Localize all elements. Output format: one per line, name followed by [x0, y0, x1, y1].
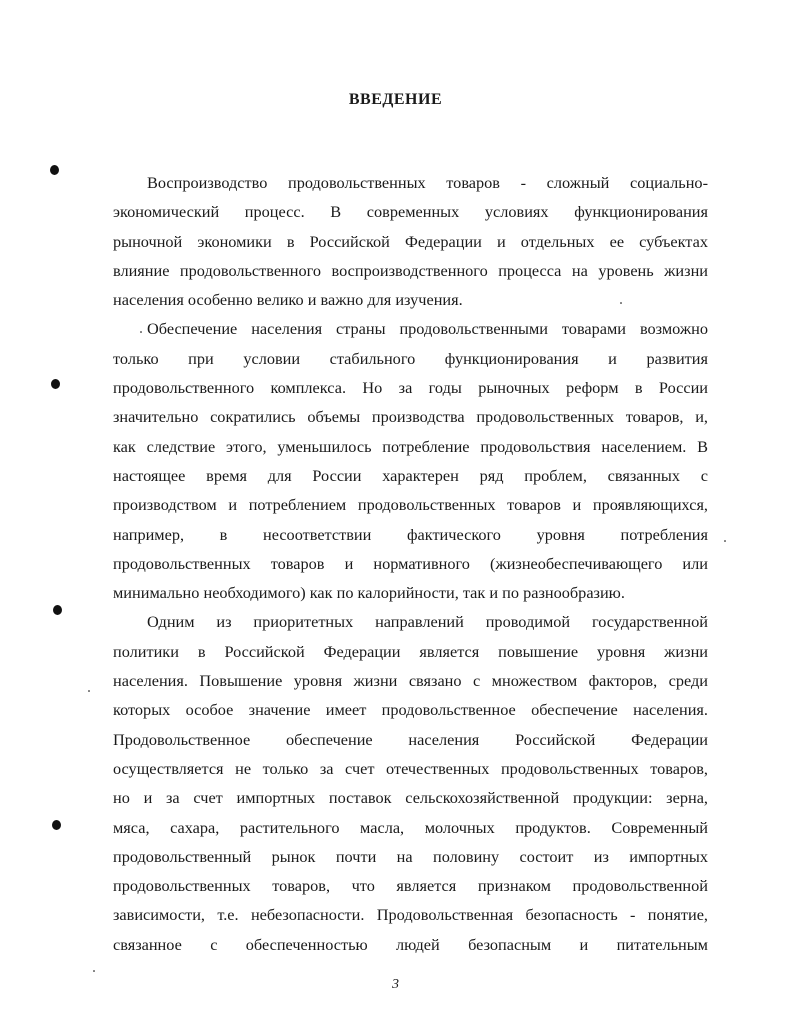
text-line: влияние продовольственного воспроизводственного процесса на уровень жизни	[113, 260, 708, 280]
text-line: производством и потреблением продовольственных товаров и проявляющихся,	[113, 495, 708, 515]
page-title: ВВЕДЕНИЕ	[348, 91, 443, 108]
text-line: мяса, сахара, растительного масла, молочных продуктов. Современный	[113, 817, 708, 837]
binder-hole-mark	[52, 820, 61, 830]
text-line: которых особое значение имеет продовольственное обеспечение населения.	[113, 700, 708, 720]
text-line: продовольственных товаров, что является признаком продовольственной	[113, 876, 708, 896]
text-line: зависимости, т.е. небезопасности. Продовольственная безопасность - понятие,	[113, 905, 708, 925]
text-line: настоящее время для России характерен ряд проблем, связанных с	[113, 465, 708, 485]
text-line: Продовольственное обеспечение населения Российской Федерации	[113, 729, 708, 749]
text-line: осуществляется не только за счет отечественных продовольственных товаров,	[113, 758, 708, 778]
text-line: как следствие этого, уменьшилось потребление продовольствия населением. В	[113, 436, 708, 456]
scan-speck	[724, 540, 726, 542]
text-line: Воспроизводство продовольственных товаров - сложный социально-	[147, 173, 708, 192]
text-line: связанное с обеспеченностью людей безопасным и питательным	[113, 934, 708, 954]
binder-hole-mark	[50, 165, 59, 175]
text-line: населения особенно велико и важно для изучения.	[113, 290, 463, 310]
text-line: политики в Российской Федерации является повышение уровня жизни	[113, 641, 708, 661]
text-line: например, в несоответствии фактического уровня потребления	[113, 524, 708, 544]
text-line: Одним из приоритетных направлений проводимой государственной	[147, 612, 708, 632]
text-line: продовольственный рынок почти на половину состоит из импортных	[113, 846, 708, 866]
text-line: но и за счет импортных поставок сельскохозяйственной продукции: зерна,	[113, 788, 708, 808]
paragraph-3	[113, 607, 708, 959]
binder-hole-mark	[51, 379, 60, 389]
text-line: минимально необходимого) как по калорийности, так и по разнообразию.	[113, 583, 625, 603]
scan-speck	[93, 970, 95, 972]
text-line: только при условии стабильного функционирования и развития	[113, 348, 708, 368]
text-line: продовольственных товаров и нормативного (жизнеобеспечивающего или	[113, 553, 708, 573]
text-line: значительно сократились объемы производства продовольственных товаров, и,	[113, 407, 708, 427]
body-text	[113, 168, 708, 959]
scan-speck	[88, 690, 90, 692]
paragraph-2	[113, 314, 708, 607]
text-line: рыночной экономики в Российской Федерации и отдельных ее субъектах	[113, 231, 708, 251]
text-line: населения. Повышение уровня жизни связано с множеством факторов, среди	[113, 671, 708, 691]
paragraph-1	[113, 168, 708, 314]
text-line: продовольственного комплекса. Но за годы рыночных реформ в России	[113, 378, 708, 398]
binder-hole-mark	[53, 605, 62, 615]
text-line: Обеспечение населения страны продовольственными товарами возможно	[147, 319, 708, 339]
page-number: 3	[392, 977, 399, 992]
text-line: экономический процесс. В современных условиях функционирования	[113, 202, 708, 222]
